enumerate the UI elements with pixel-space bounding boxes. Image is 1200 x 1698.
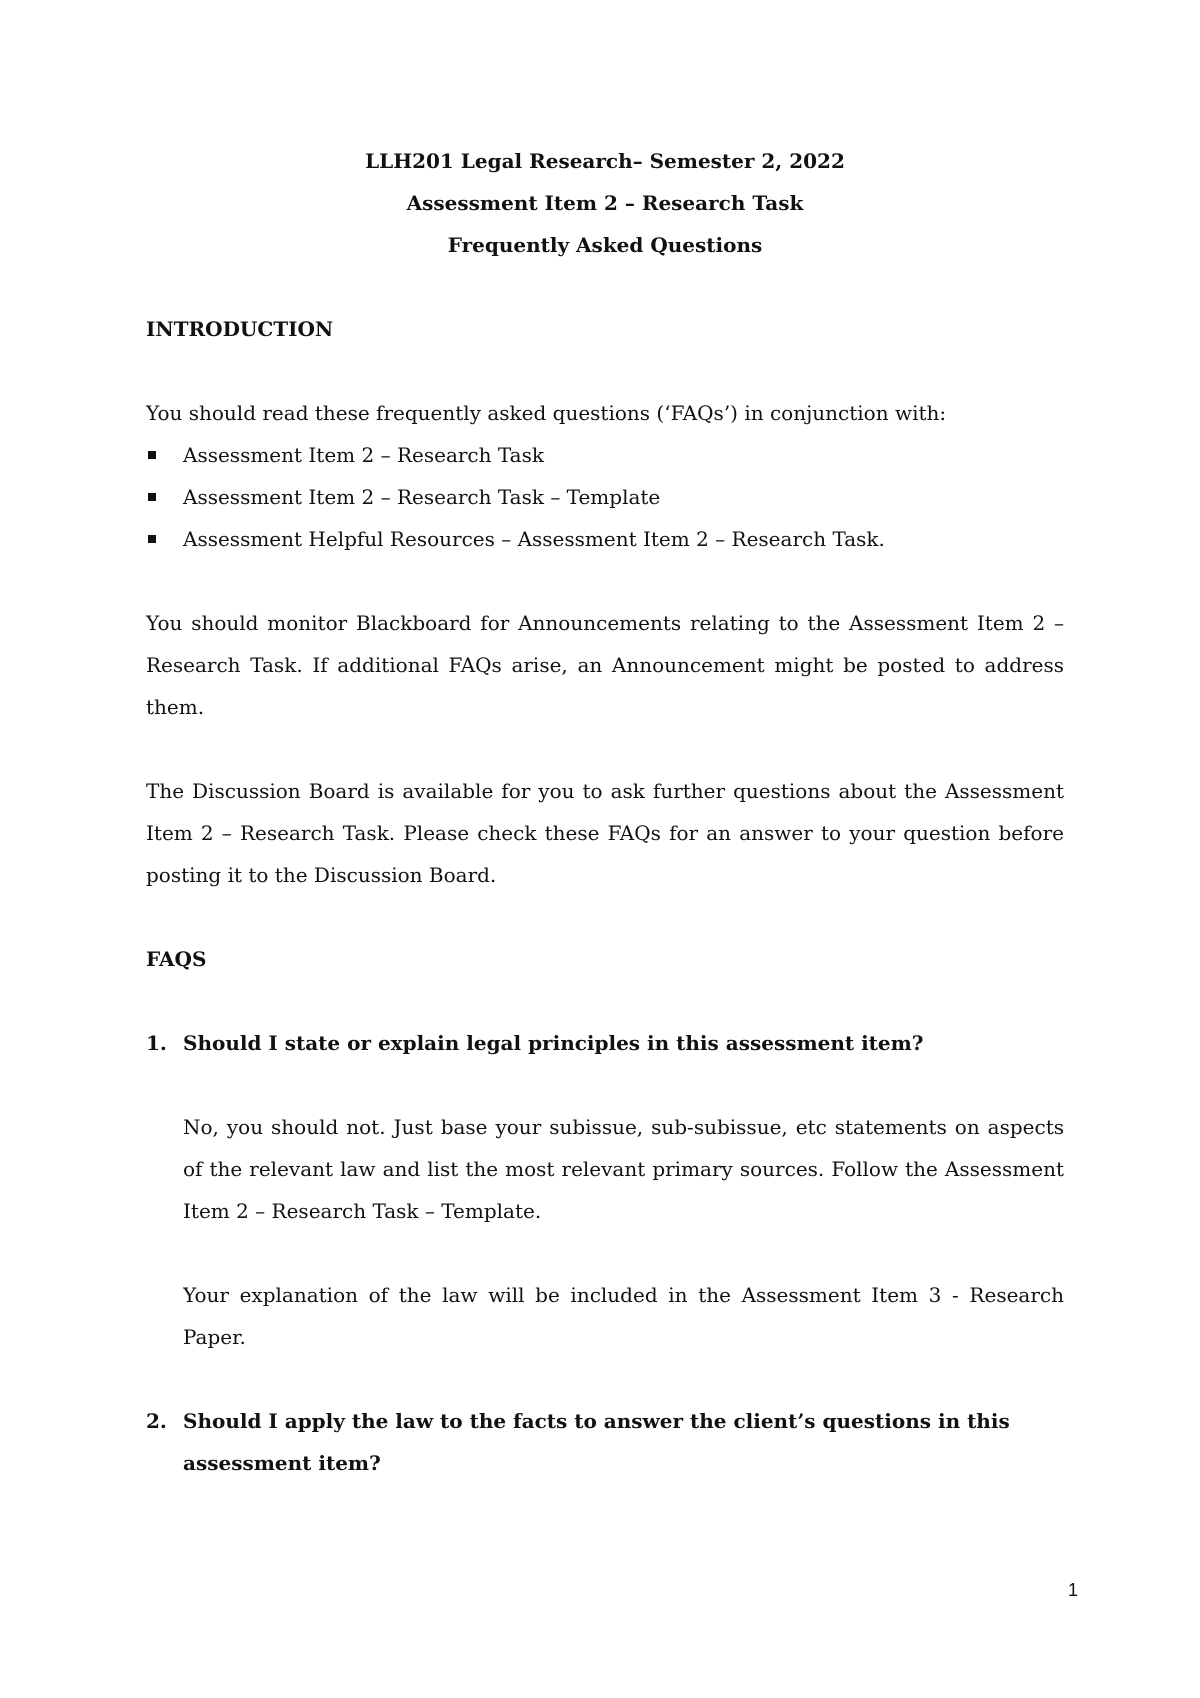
assessment-title: Assessment Item 2 – Research Task [406,191,804,215]
list-item-text: Assessment Item 2 – Research Task [183,443,544,467]
faq-question-1 [146,1022,1064,1064]
page-number: 1 [1067,1580,1078,1600]
discussion-board-paragraph: The Discussion Board is available for you to ask further questions about the Assessment Item 2 – Research Task. Please check these FAQs for an answer to your question before posting it to the Discussion Board. [146,779,1064,887]
faq-question-2 [146,1400,1064,1484]
resource-list [146,434,1064,560]
faq-number: 1. [146,1031,167,1055]
faq-question-text: Should I apply the law to the facts to answer the client’s questions in this assessment item? [183,1409,1010,1475]
square-bullet-icon [148,493,156,501]
faqs-heading: FAQS [146,947,207,971]
list-item [146,476,1064,518]
list-item-text: Assessment Helpful Resources – Assessment Item 2 – Research Task. [183,527,885,551]
faq-question-text: Should I state or explain legal principles in this assessment item? [183,1031,924,1055]
faq-number: 2. [146,1409,167,1433]
document-body [146,140,1064,1484]
list-item [146,434,1064,476]
title-block [146,140,1064,266]
course-title: LLH201 Legal Research– Semester 2, 2022 [365,149,845,173]
square-bullet-icon [148,535,156,543]
introduction-heading: INTRODUCTION [146,317,334,341]
square-bullet-icon [148,451,156,459]
list-item [146,518,1064,560]
list-item-text: Assessment Item 2 – Research Task – Template [183,485,661,509]
faq-answer-1-paragraph-2: Your explanation of the law will be included in the Assessment Item 3 - Research Paper. [183,1283,1064,1349]
faq-answer-1-paragraph-1: No, you should not. Just base your subissue, sub-subissue, etc statements on aspects of the relevant law and list the most relevant primary sources. Follow the Assessment Item 2 – Research Task – Template. [183,1115,1064,1223]
document-title: Frequently Asked Questions [447,233,763,257]
blackboard-paragraph: You should monitor Blackboard for Announcements relating to the Assessment Item 2 – Research Task. If additional FAQs arise, an Announcement might be posted to address them. [146,611,1064,719]
introduction-lead: You should read these frequently asked questions (‘FAQs’) in conjunction with: [146,401,947,425]
